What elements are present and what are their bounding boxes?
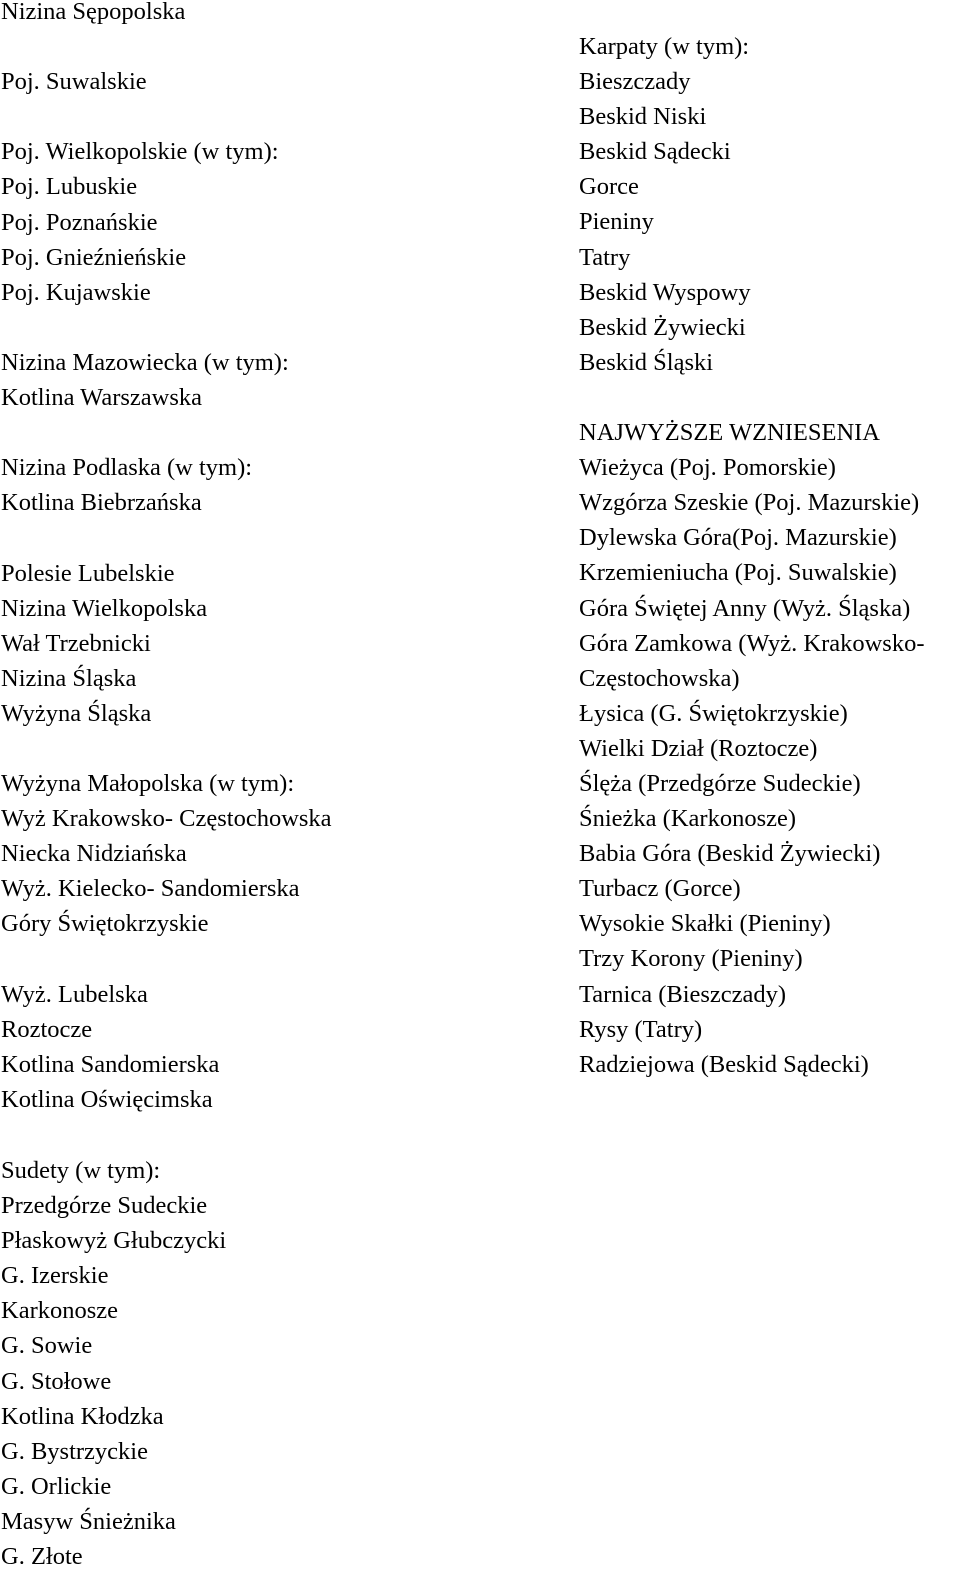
region-entry: Śnieżka (Karkonosze) (579, 805, 797, 833)
region-entry: Poj. Lubuskie (1, 173, 138, 201)
region-entry: Gorce (579, 173, 639, 201)
region-entry: Kotlina Kłodzka (1, 1402, 164, 1430)
region-entry: Beskid Sądecki (579, 138, 731, 166)
blank-line (579, 380, 925, 415)
region-entry: Karkonosze (1, 1297, 119, 1325)
blank-line (1, 310, 332, 345)
region-entry: Kotlina Oświęcimska (1, 1085, 213, 1113)
region-entry: Roztocze (1, 1015, 93, 1043)
region-entry: NAJWYŻSZE WZNIESENIA (579, 419, 880, 447)
region-entry: Babia Góra (Beskid Żywiecki) (579, 840, 881, 868)
region-entry: Częstochowska) (579, 664, 740, 692)
region-entry: Nizina Mazowiecka (w tym): (1, 348, 289, 376)
region-entry: Wielki Dział (Roztocze) (579, 734, 818, 762)
region-entry: Tatry (579, 243, 631, 271)
region-entry: Nizina Podlaska (w tym): (1, 454, 253, 482)
region-entry: Nizina Sępopolska (1, 0, 186, 25)
region-entry: Radziejowa (Beskid Sądecki) (579, 1050, 869, 1078)
region-entry: Beskid Wyspowy (579, 278, 751, 306)
region-entry: Rysy (Tatry) (579, 1015, 703, 1043)
right-column-list (579, 29, 925, 1082)
region-entry: Łysica (G. Świętokrzyskie) (579, 699, 848, 727)
left-column-list (1, 0, 332, 1117)
region-entry: Poj. Suwalskie (1, 68, 147, 96)
region-entry: Nizina Śląska (1, 664, 137, 692)
region-entry: Poj. Poznańskie (1, 208, 158, 236)
region-entry: G. Stołowe (1, 1367, 112, 1395)
region-entry: Góry Świętokrzyskie (1, 910, 209, 938)
region-entry: Polesie Lubelskie (1, 559, 175, 587)
bottom-column-list (1, 1153, 226, 1574)
region-entry: Wyżyna Małopolska (w tym): (1, 770, 295, 798)
blank-line (1, 731, 332, 766)
region-entry: Wyż Krakowsko- Częstochowska (1, 805, 332, 833)
region-entry: Tarnica (Bieszczady) (579, 980, 787, 1008)
region-entry: Wyż. Lubelska (1, 980, 148, 1008)
blank-line (1, 29, 332, 64)
blank-line (1, 520, 332, 555)
region-entry: G. Bystrzyckie (1, 1437, 148, 1465)
region-entry: Poj. Kujawskie (1, 278, 151, 306)
region-entry: Góra Świętej Anny (Wyż. Śląska) (579, 594, 911, 622)
region-entry: Wał Trzebnicki (1, 629, 151, 657)
region-entry: Dylewska Góra(Poj. Mazurskie) (579, 524, 897, 552)
region-entry: Masyw Śnieżnika (1, 1507, 176, 1535)
region-entry: Nizina Wielkopolska (1, 594, 208, 622)
region-entry: Przedgórze Sudeckie (1, 1192, 208, 1220)
region-entry: Płaskowyż Głubczycki (1, 1227, 227, 1255)
region-entry: Beskid Niski (579, 103, 707, 131)
region-entry: Beskid Żywiecki (579, 313, 746, 341)
region-entry: Wieżyca (Poj. Pomorskie) (579, 454, 836, 482)
region-entry: Beskid Śląski (579, 348, 714, 376)
region-entry: G. Orlickie (1, 1472, 112, 1500)
region-entry: Poj. Gnieźnieńskie (1, 243, 187, 271)
region-entry: Bieszczady (579, 68, 691, 96)
blank-line (1, 942, 332, 977)
blank-line (1, 415, 332, 450)
region-entry: Ślęża (Przedgórze Sudeckie) (579, 769, 861, 797)
region-entry: Niecka Nidziańska (1, 840, 187, 868)
region-entry: G. Sowie (1, 1332, 93, 1360)
region-entry: Kotlina Biebrzańska (1, 489, 202, 517)
region-entry: Krzemieniucha (Poj. Suwalskie) (579, 559, 897, 587)
region-entry: Turbacz (Gorce) (579, 875, 741, 903)
blank-line (1, 99, 332, 134)
region-entry: Wyż. Kielecko- Sandomierska (1, 875, 300, 903)
region-entry: Karpaty (w tym): (579, 33, 750, 60)
region-entry: Trzy Korony (Pieniny) (579, 945, 803, 973)
region-entry: Poj. Wielkopolskie (w tym): (1, 138, 279, 166)
region-entry: Kotlina Sandomierska (1, 1050, 220, 1078)
region-entry: Góra Zamkowa (Wyż. Krakowsko- (579, 629, 925, 657)
region-entry: Pieniny (579, 208, 654, 236)
region-entry: Wzgórza Szeskie (Poj. Mazurskie) (579, 489, 920, 517)
region-entry: Wyżyna Śląska (1, 699, 152, 727)
region-entry: Wysokie Skałki (Pieniny) (579, 910, 831, 938)
region-entry: G. Izerskie (1, 1262, 109, 1290)
region-entry: Sudety (w tym): (1, 1157, 161, 1184)
region-entry: Kotlina Warszawska (1, 384, 203, 412)
region-entry: G. Złote (1, 1543, 83, 1571)
